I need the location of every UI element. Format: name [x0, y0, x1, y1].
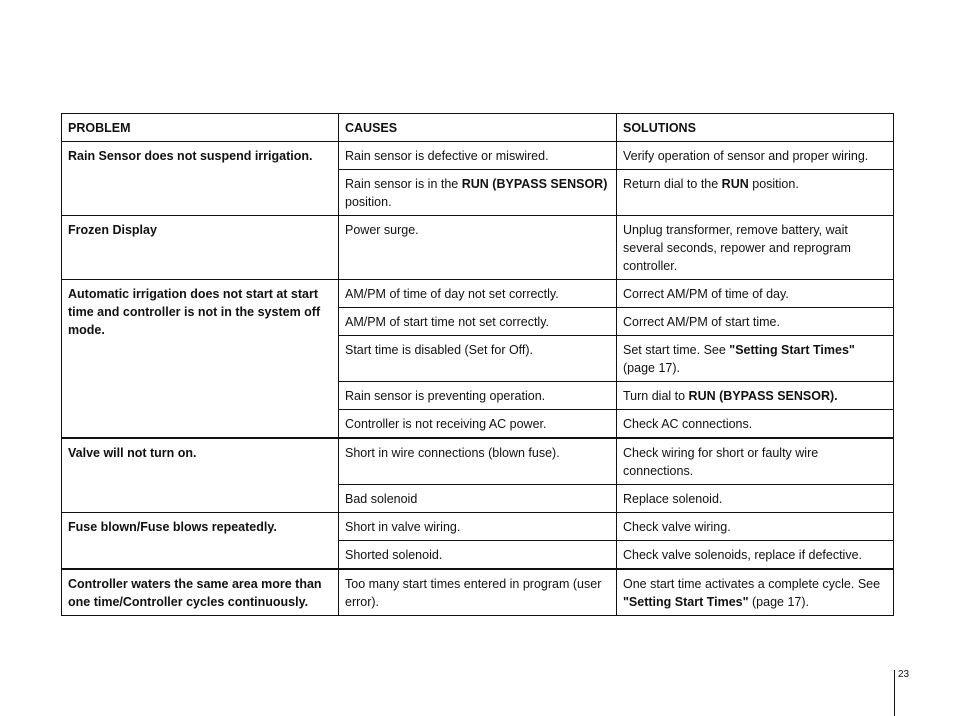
text-segment: Verify operation of sensor and proper wiring.: [623, 149, 869, 163]
text-segment: Check valve solenoids, replace if defective.: [623, 548, 863, 562]
text-segment: Return dial to the: [623, 177, 722, 191]
problem-cell: Automatic irrigation does not start at start time and controller is not in the system off mode.: [62, 280, 339, 439]
solution-cell: [617, 142, 894, 170]
text-segment: Power surge.: [345, 223, 419, 237]
cause-cell: [339, 541, 617, 570]
problem-cell: Frozen Display: [62, 216, 339, 280]
solution-cell: [617, 216, 894, 280]
table-row: [62, 280, 894, 308]
text-segment: Correct AM/PM of time of day.: [623, 287, 789, 301]
page-number: 23: [898, 669, 910, 680]
solution-cell: [617, 569, 894, 616]
header-solutions: SOLUTIONS: [617, 114, 894, 142]
text-segment: Replace solenoid.: [623, 492, 723, 506]
text-segment: Rain sensor is defective or miswired.: [345, 149, 549, 163]
bold-reference: "Setting Start Times": [729, 343, 855, 357]
cause-cell: [339, 308, 617, 336]
cause-cell: [339, 485, 617, 513]
solution-cell: [617, 382, 894, 410]
text-segment: Turn dial to: [623, 389, 689, 403]
cause-cell: [339, 142, 617, 170]
solution-cell: [617, 438, 894, 485]
text-segment: Short in wire connections (blown fuse).: [345, 446, 560, 460]
text-segment: Shorted solenoid.: [345, 548, 443, 562]
cause-cell: [339, 280, 617, 308]
text-segment: Set start time. See: [623, 343, 730, 357]
header-causes: CAUSES: [339, 114, 617, 142]
table-row: [62, 513, 894, 541]
text-segment: Too many start times entered in program (user error).: [345, 577, 602, 609]
problem-cell: Valve will not turn on.: [62, 438, 339, 513]
text-segment: Correct AM/PM of start time.: [623, 315, 780, 329]
text-segment: (page 17).: [748, 595, 810, 609]
text-segment: Short in valve wiring.: [345, 520, 461, 534]
text-segment: (page 17).: [623, 361, 680, 375]
problem-cell: Fuse blown/Fuse blows repeatedly.: [62, 513, 339, 570]
cause-cell: [339, 382, 617, 410]
text-segment: Controller is not receiving AC power.: [345, 417, 547, 431]
bold-reference: RUN: [721, 177, 749, 191]
header-problem: PROBLEM: [62, 114, 339, 142]
text-segment: Bad solenoid: [345, 492, 418, 506]
solution-cell: [617, 513, 894, 541]
cause-cell: [339, 569, 617, 616]
table-row: [62, 216, 894, 280]
table-row: [62, 438, 894, 485]
bold-reference: "Setting Start Times": [623, 595, 749, 609]
text-segment: Start time is disabled (Set for Off).: [345, 343, 534, 357]
table-header: [62, 114, 894, 142]
text-segment: AM/PM of start time not set correctly.: [345, 315, 549, 329]
header-row: [62, 114, 894, 142]
cause-cell: [339, 438, 617, 485]
cause-cell: [339, 336, 617, 382]
solution-cell: [617, 336, 894, 382]
text-segment: position.: [748, 177, 799, 191]
text-segment: Check valve wiring.: [623, 520, 731, 534]
text-segment: Check AC connections.: [623, 417, 753, 431]
page-number-rule: [894, 670, 895, 716]
solution-cell: [617, 170, 894, 216]
cause-cell: [339, 170, 617, 216]
solution-cell: [617, 485, 894, 513]
bold-reference: RUN (BYPASS SENSOR): [461, 177, 608, 191]
problem-cell: Controller waters the same area more than one time/Controller cycles continuously.: [62, 569, 339, 616]
text-segment: AM/PM of time of day not set correctly.: [345, 287, 559, 301]
text-segment: One start time activates a complete cycle. See: [623, 577, 881, 591]
cause-cell: [339, 216, 617, 280]
text-segment: Unplug transformer, remove battery, wait several seconds, repower and reprogram controller.: [623, 223, 851, 273]
solution-cell: [617, 410, 894, 439]
text-segment: Check wiring for short or faulty wire connections.: [623, 446, 819, 478]
bold-reference: RUN (BYPASS SENSOR).: [688, 389, 838, 403]
cause-cell: [339, 513, 617, 541]
solution-cell: [617, 280, 894, 308]
table-body: [62, 142, 894, 616]
text-segment: Rain sensor is preventing operation.: [345, 389, 546, 403]
text-segment: position.: [345, 195, 392, 209]
troubleshooting-table: [61, 113, 894, 616]
table-row: [62, 569, 894, 616]
cause-cell: [339, 410, 617, 439]
problem-cell: Rain Sensor does not suspend irrigation.: [62, 142, 339, 216]
table-row: [62, 142, 894, 170]
solution-cell: [617, 308, 894, 336]
text-segment: Rain sensor is in the: [345, 177, 462, 191]
solution-cell: [617, 541, 894, 570]
